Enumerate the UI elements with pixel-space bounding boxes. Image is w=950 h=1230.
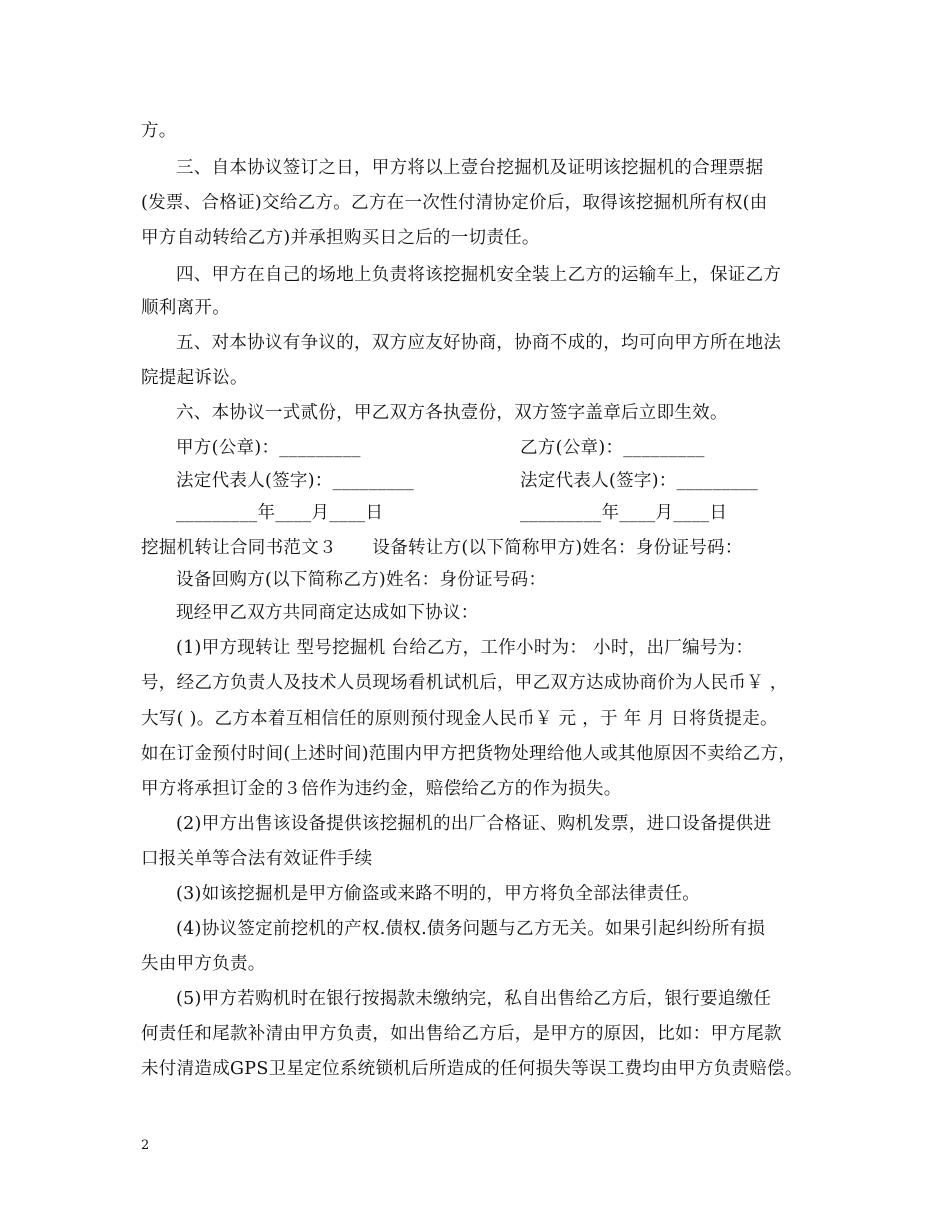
party-b-seal-line: 乙方(公章)：_________	[520, 438, 705, 458]
party-b-representative-line: 法定代表人(签字)：_________	[520, 471, 759, 491]
text-line: (3)如该挖掘机是甲方偷盗或来路不明的，甲方将负全部法律责任。	[176, 884, 701, 904]
text-line: (1)甲方现转让 型号挖掘机 台给乙方，工作小时为： 小时，出厂编号为：	[176, 638, 754, 658]
party-a-date-line: _________年____月____日	[176, 503, 384, 523]
text-line: 大写( )。乙方本着互相信任的原则预付现金人民币￥ 元 ，于 年 月 日将货提走。	[141, 709, 778, 729]
text-line: 顺利离开。	[141, 298, 230, 318]
page-number: 2	[141, 1138, 150, 1153]
party-a-seal-line: 甲方(公章)：_________	[176, 438, 361, 458]
text-line: 失由甲方负责。	[141, 954, 266, 974]
text-line: (4)协议签定前挖机的产权.债权.债务问题与乙方无关。如果引起纠纷所有损	[176, 919, 766, 939]
text-line: 号，经乙方负责人及技术人员现场看机试机后，甲乙双方达成协商价为人民币￥ ，	[141, 673, 788, 693]
text-line: 院提起诉讼。	[141, 368, 248, 388]
text-line: 未付清造成GPS卫星定位系统锁机后所造成的任何损失等误工费均由甲方负责赔偿。	[141, 1059, 803, 1079]
text-line: 四、甲方在自己的场地上负责将该挖掘机安全装上乙方的运输车上，保证乙方	[176, 265, 782, 285]
text-line: (2)甲方出售该设备提供该挖掘机的出厂合格证、购机发票，进口设备提供进	[176, 814, 772, 834]
text-line: 六、本协议一式贰份，甲乙双方各执壹份，双方签字盖章后立即生效。	[176, 403, 728, 423]
text-line: (5)甲方若购机时在银行按揭款未缴纳完，私自出售给乙方后，银行要追缴任	[176, 989, 772, 1009]
text-line: 三、自本协议签订之日，甲方将以上壹台挖掘机及证明该挖掘机的合理票据	[176, 158, 764, 178]
text-line: 口报关单等合法有效证件手续	[141, 849, 373, 869]
text-line: 如在订金预付时间(上述时间)范围内甲方把货物处理给他人或其他原因不卖给乙方，	[141, 744, 797, 764]
section-heading: 挖掘机转让合同书范文３ 设备转让方(以下简称甲方)姓名：身份证号码：	[141, 538, 743, 558]
text-line: 甲方将承担订金的３倍作为违约金，赔偿给乙方的作为损失。	[141, 779, 622, 799]
text-line: 五、对本协议有争议的，双方应友好协商，协商不成的，均可向甲方所在地法	[176, 333, 782, 353]
text-line: 现经甲乙双方共同商定达成如下协议：	[176, 603, 479, 623]
text-line: 甲方自动转给乙方)并承担购买日之后的一切责任。	[141, 228, 540, 248]
text-line: 何责任和尾款补清由甲方负责，如出售给乙方后，是甲方的原因，比如：甲方尾款	[141, 1024, 782, 1044]
text-line: 设备回购方(以下简称乙方)姓名：身份证号码：	[176, 570, 547, 590]
party-b-date-line: _________年____月____日	[520, 503, 728, 523]
text-line: 方。	[141, 121, 177, 141]
party-a-representative-line: 法定代表人(签字)：_________	[176, 471, 415, 491]
text-line: (发票、合格证)交给乙方。乙方在一次性付清协定价后，取得该挖掘机所有权(由	[141, 193, 768, 213]
